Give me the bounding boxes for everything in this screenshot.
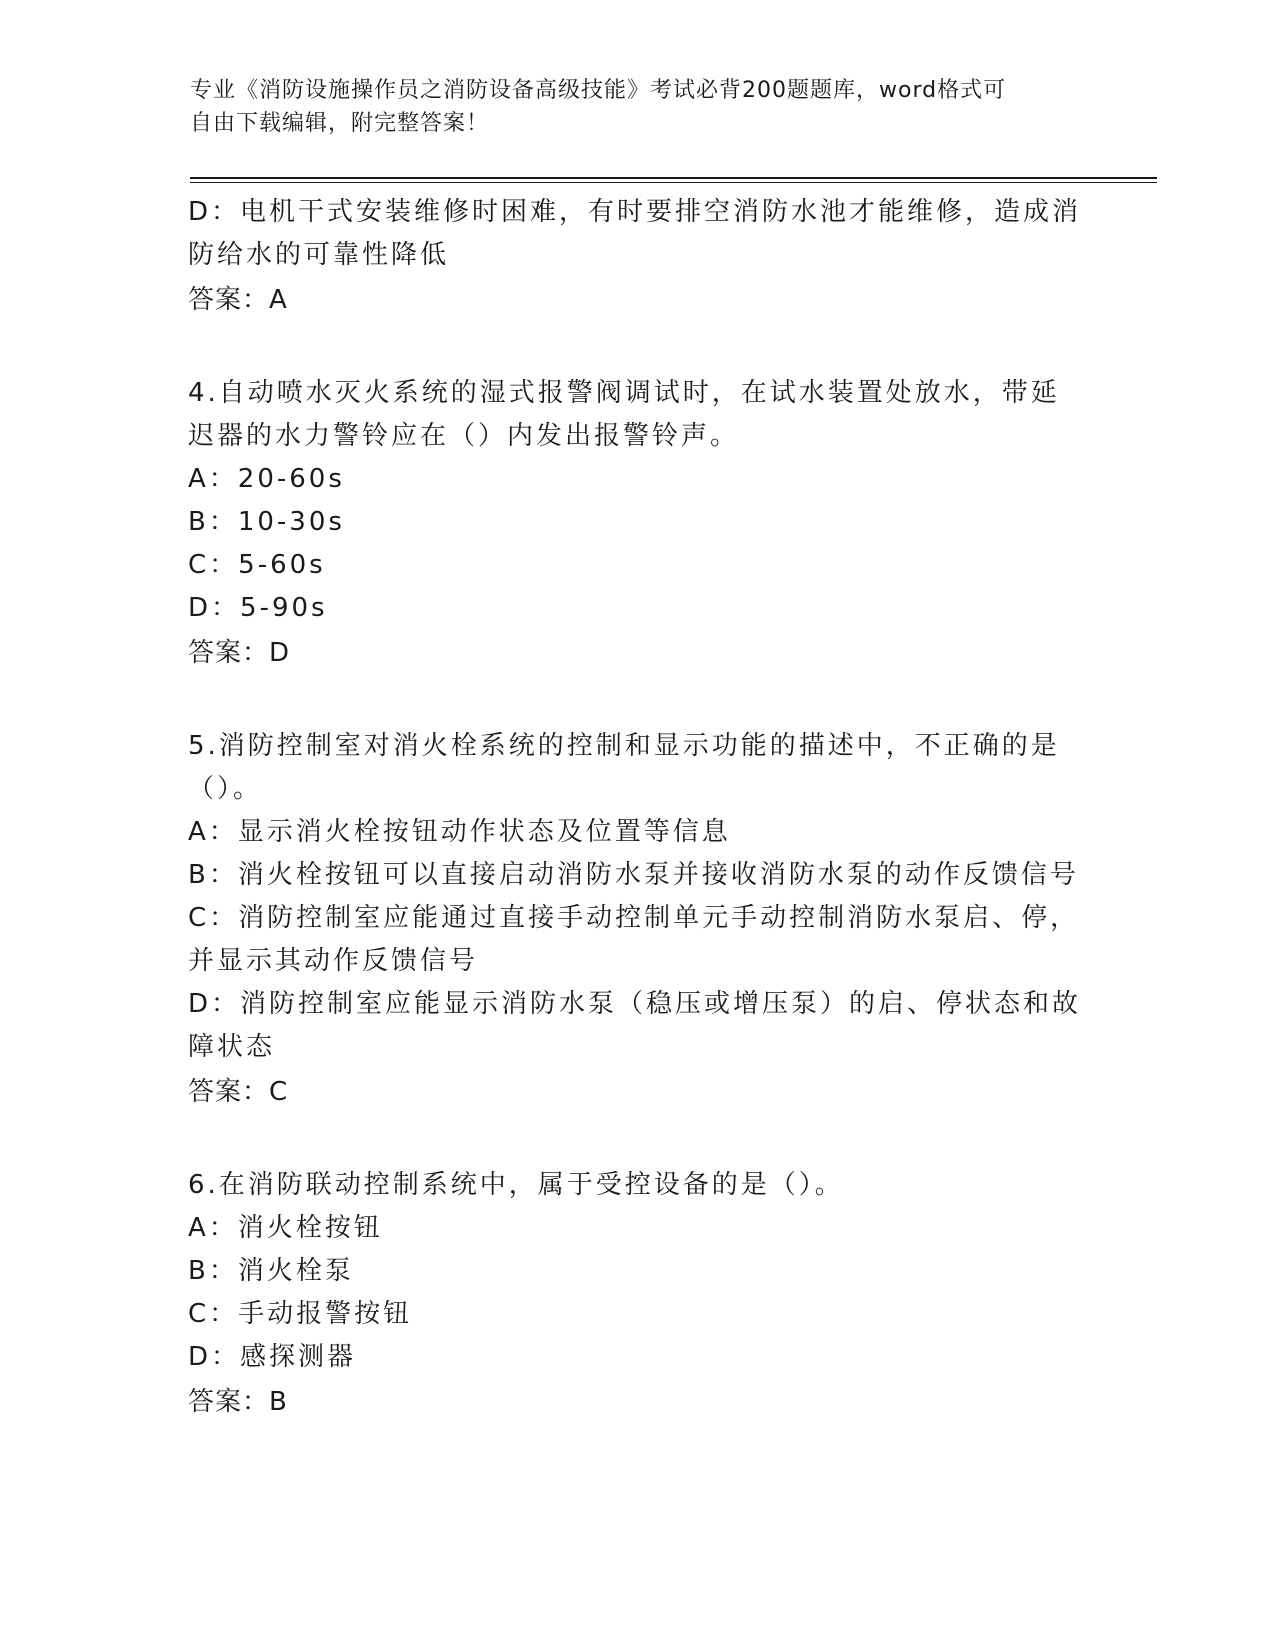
option-b: B：消火栓按钮可以直接启动消防水泵并接收消防水泵的动作反馈信号 <box>188 860 1079 890</box>
question-4 <box>188 372 1088 676</box>
answer: 答案：B <box>188 1387 288 1417</box>
question-stem-continued: 迟器的水力警铃应在（）内发出报警铃声。 <box>188 421 740 451</box>
page-header <box>190 74 1090 140</box>
answer: 答案：C <box>188 1077 289 1107</box>
option-c: C：5-60s <box>188 550 326 580</box>
answer: 答案：A <box>188 285 288 315</box>
option-d: D：感探测器 <box>188 1342 357 1372</box>
question-stem: 6.在消防联动控制系统中，属于受控设备的是（）。 <box>188 1170 844 1200</box>
header-line-1: 专业《消防设施操作员之消防设备高级技能》考试必背200题题库，word格式可 <box>190 78 1007 103</box>
option-c: C：消防控制室应能通过直接手动控制单元手动控制消防水泵启、停， <box>188 903 1080 933</box>
question-stem-continued: （）。 <box>188 774 263 804</box>
option-d: D：消防控制室应能显示消防水泵（稳压或增压泵）的启、停状态和故 <box>188 989 1082 1019</box>
option-d-continued: 障状态 <box>188 1032 276 1062</box>
header-divider <box>190 177 1157 179</box>
header-divider-thin <box>190 182 1157 183</box>
option-a: A：显示消火栓按钮动作状态及位置等信息 <box>188 817 731 847</box>
option-c-continued: 并显示其动作反馈信号 <box>188 946 479 976</box>
option-b: B：10-30s <box>188 507 345 537</box>
option-d: D：5-90s <box>188 593 328 623</box>
option-d: D：电机干式安装维修时困难，有时要排空消防水池才能维修，造成消 <box>188 197 1082 227</box>
question-stem: 4.自动喷水灭火系统的湿式报警阀调试时，在试水装置处放水，带延 <box>188 378 1060 408</box>
option-d-continued: 防给水的可靠性降低 <box>188 240 450 270</box>
question-5 <box>188 725 1088 1115</box>
question-stem: 5.消防控制室对消火栓系统的控制和显示功能的描述中，不正确的是 <box>188 731 1060 761</box>
question-list <box>188 191 1088 1425</box>
question-6 <box>188 1164 1088 1425</box>
question-3-tail <box>188 191 1088 323</box>
option-a: A：20-60s <box>188 464 345 494</box>
header-line-2: 自由下载编辑，附完整答案！ <box>190 111 490 136</box>
option-c: C：手动报警按钮 <box>188 1299 413 1329</box>
option-b: B：消火栓泵 <box>188 1256 354 1286</box>
answer: 答案：D <box>188 638 291 668</box>
option-a: A：消火栓按钮 <box>188 1213 383 1243</box>
